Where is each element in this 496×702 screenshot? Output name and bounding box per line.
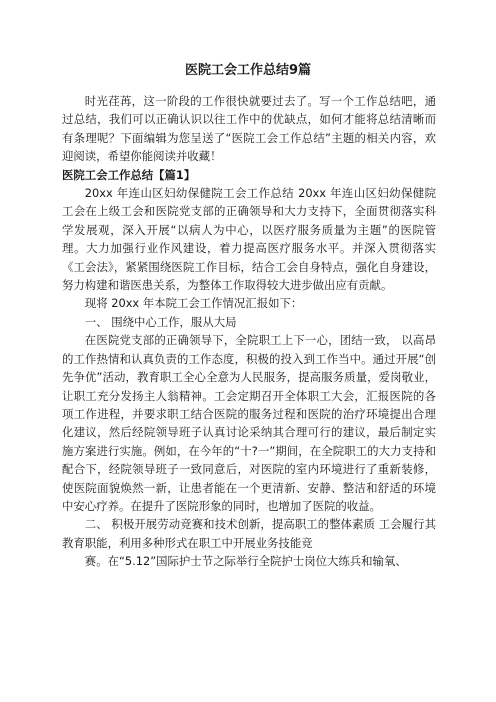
body-paragraph: 现将 20xx 年本院工会工作情况汇报如下： <box>84 296 303 311</box>
intro-paragraph: 时光荏苒，这一阶段的工作很快就要过去了。写一个工作总结吧，通过总结，我们可以正确认识以往工作中的优缺点，如何才能将总结清晰而有条理呢？下面编辑为您呈送了“医院工会工作总结”主题的相关内容，欢迎阅读，希望你能阅读并收藏！ <box>62 94 436 164</box>
body-paragraph: 赛。在“5.12”国际护士节之际举行全院护士岗位大练兵和输氧、 <box>84 554 407 569</box>
document-body <box>62 92 436 571</box>
subsection-heading: 二、 积极开展劳动竞赛和技术创新，提高职工的整体素质 工会履行其教育职能，利用多种形式在职工中开展业务技能竞 <box>62 517 436 550</box>
subsection-heading: 一、 围绕中心工作，服从大局 <box>84 314 237 329</box>
document-title: 医院工会工作总结9篇 <box>184 63 312 78</box>
section-heading: 医院工会工作总结【篇1】 <box>62 167 196 182</box>
body-paragraph: 在医院党支部的正确领导下，全院职工上下一心，团结一致， 以高昂的工作热情和认真负责的工作态度，积极的投入到工作当中。通过开展“创先争优”活动，教育职工全心全意为人民服务，提高服务质量，爱岗敬业，让职工充分发扬主人翁精神。工会定期召开全体职工大会，汇报医院的各项工作进程，并要求职工结合医院的服务过程和医院的治疗环境提出合理化建议，然后经院领导班子认真讨论采纳其合理可行的建议，最后制定实施方案进行实施。例如，在今年的“十?一”期间，在全院职工的大力支持和配合下，经院领导班子一致同意后，对医院的室内环境进行了重新装修，使医院面貌焕然一新，让患者能在一个更清新、安静、整洁和舒适的环境中安心疗养。在提升了医院形象的同时，也增加了医院的收益。 <box>62 333 436 513</box>
body-paragraph: 20xx 年连山区妇幼保健院工会工作总结 20xx 年连山区妇幼保健院工会在上级工会和医院党支部的正确领导和大力支持下，全面贯彻落实科学发展观，深入开展“以病人为中心，以医疗服务质量为主题”的医院管理。大力加强行业作风建设，着力提高医疗服务水平。并深入贯彻落实《工会法》，紧紧围绕医院工作目标，结合工会自身特点，强化自身建设，努力构建和谐医患关系，为整体工作取得较大进步做出应有贡献。 <box>62 186 436 293</box>
